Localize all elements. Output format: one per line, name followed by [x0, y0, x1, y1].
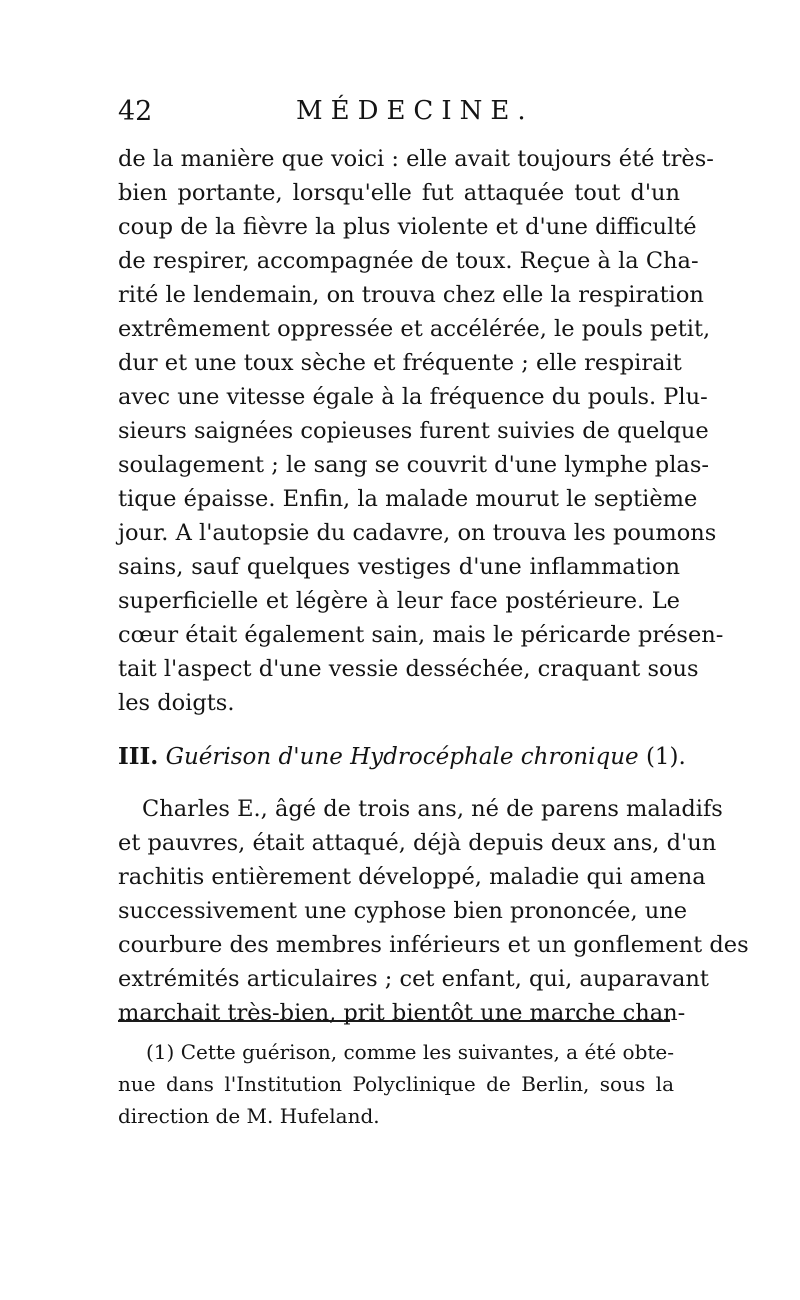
- text-line: successivement une cyphose bien prononcée, une: [118, 898, 688, 924]
- text-line: jour. A l'autopsie du cadavre, on trouva les poumons: [118, 520, 717, 546]
- paragraph-1: [118, 142, 724, 720]
- text-line: dur et une toux sèche et fréquente ; elle respirait: [118, 350, 682, 376]
- text-line: extrêmement oppressée et accélérée, le pouls petit,: [118, 316, 711, 342]
- text-line: et pauvres, était attaqué, déjà depuis deux ans, d'un: [118, 830, 717, 856]
- footnote-line: direction de M. Hufeland.: [118, 1104, 380, 1128]
- text-line: coup de la fièvre la plus violente et d'une difficulté: [118, 214, 697, 240]
- text-line: superficielle et légère à leur face postérieure. Le: [118, 588, 680, 614]
- footnote-divider: [118, 1020, 670, 1022]
- footnote-line: (1) Cette guérison, comme les suivantes, a été obte-: [146, 1040, 675, 1064]
- text-line: cœur était également sain, mais le péricarde présen-: [118, 622, 724, 648]
- text-line: de respirer, accompagnée de toux. Reçue à la Cha-: [118, 248, 699, 274]
- text-line: marchait très-bien, prit bientôt une marche chan-: [118, 1000, 686, 1026]
- running-head: MÉDECINE.: [296, 96, 534, 126]
- text-line: sieurs saignées copieuses furent suivies de quelque: [118, 418, 709, 444]
- text-line: tique épaisse. Enfin, la malade mourut le septième: [118, 486, 698, 512]
- paragraph-2: [118, 792, 749, 1030]
- text-line: bien portante, lorsqu'elle fut attaquée tout d'un: [118, 180, 680, 206]
- page-number: 42: [118, 96, 153, 127]
- footnote: [118, 1036, 674, 1132]
- text-line: sains, sauf quelques vestiges d'une inflammation: [118, 554, 680, 580]
- main-text: [118, 142, 749, 1030]
- text-line: rité le lendemain, on trouva chez elle la respiration: [118, 282, 704, 308]
- text-line: de la manière que voici : elle avait toujours été très-: [118, 146, 714, 172]
- section-title: Guérison d'une Hydrocéphale chronique: [165, 744, 639, 770]
- page-header: [118, 96, 684, 136]
- footnote-reference: (1).: [645, 744, 686, 770]
- text-line: soulagement ; le sang se couvrit d'une lymphe plas-: [118, 452, 709, 478]
- section-heading: [118, 722, 686, 792]
- text-line: extrémités articulaires ; cet enfant, qui, auparavant: [118, 966, 709, 992]
- text-line: avec une vitesse égale à la fréquence du pouls. Plu-: [118, 384, 708, 410]
- text-line: les doigts.: [118, 690, 235, 716]
- text-line: courbure des membres inférieurs et un gonflement des: [118, 932, 749, 958]
- footnote-line: nue dans l'Institution Polyclinique de Berlin, sous la: [118, 1072, 674, 1096]
- text-line: tait l'aspect d'une vessie desséchée, craquant sous: [118, 656, 699, 682]
- section-number: III.: [118, 743, 159, 770]
- text-line: rachitis entièrement développé, maladie qui amena: [118, 864, 706, 890]
- text-line: Charles E., âgé de trois ans, né de parens maladifs: [142, 796, 723, 822]
